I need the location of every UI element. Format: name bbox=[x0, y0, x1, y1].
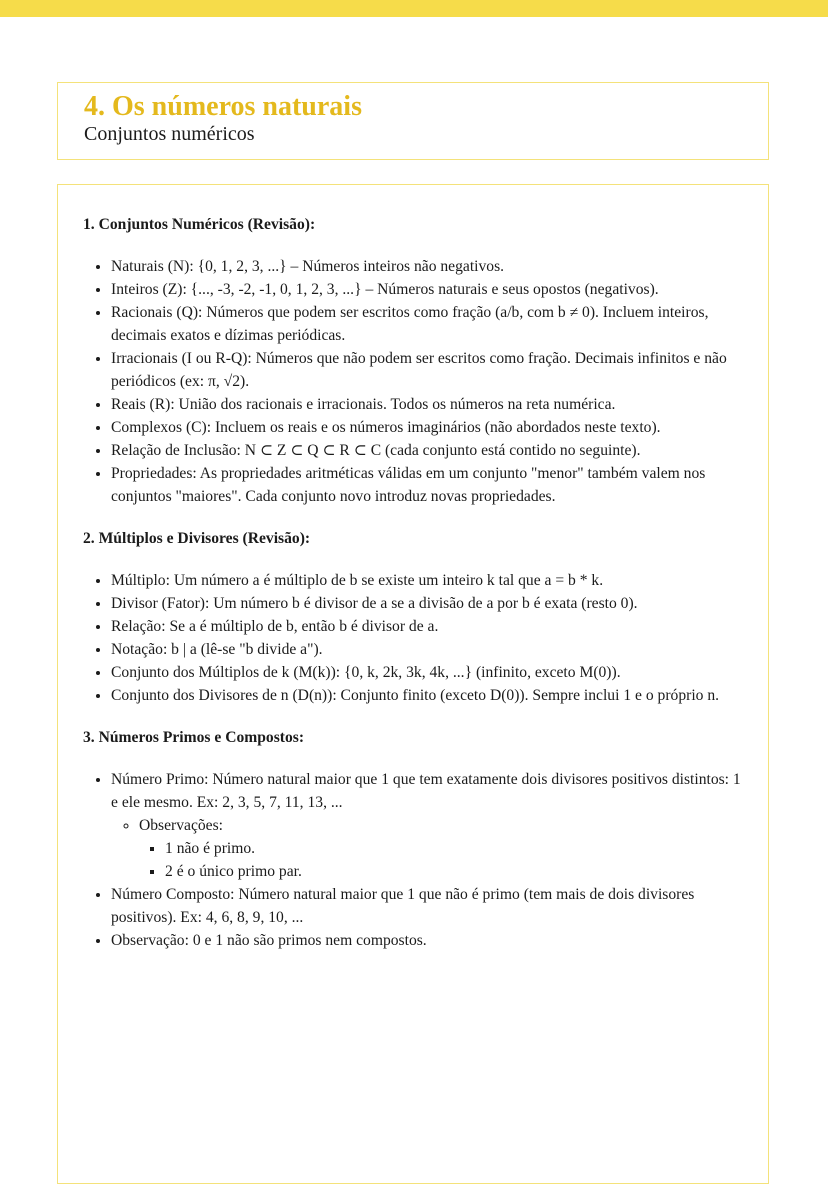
chapter-subtitle: Conjuntos numéricos bbox=[84, 123, 255, 145]
list-item-composto: • Número Composto: Número natural maior que 1 que não é primo (tem mais de dois divisores positivos). Ex: 4, 6, 8, 9, 10, ... bbox=[111, 883, 748, 929]
multiplos-list bbox=[83, 569, 748, 707]
observations-label: Observações: bbox=[139, 817, 223, 834]
list-item: • Propriedades: As propriedades aritméticas válidas em um conjunto "menor" também valem nos conjuntos "maiores". Cada conjunto novo introduz novas propriedades. bbox=[111, 462, 748, 508]
list-item: • Complexos (C): Incluem os reais e os números imaginários (não abordados neste texto). bbox=[111, 416, 748, 439]
section-heading-primos: 3. Números Primos e Compostos: bbox=[83, 729, 305, 746]
prime-definition: Número Primo: Número natural maior que 1 que tem exatamente dois divisores positivos distintos: 1 e ele mesmo. Ex: 2, 3, 5, 7, 11, 13, ... bbox=[111, 771, 741, 811]
list-item: • Notação: b | a (lê-se "b divide a"). bbox=[111, 638, 748, 661]
list-item: • Inteiros (Z): {..., -3, -2, -1, 0, 1, 2, 3, ...} – Números naturais e seus opostos (negativos). bbox=[111, 278, 748, 301]
list-item-observacoes bbox=[139, 814, 748, 883]
list-item: • Divisor (Fator): Um número b é divisor de a se a divisão de a por b é exata (resto 0). bbox=[111, 592, 748, 615]
list-item: • Reais (R): União dos racionais e irracionais. Todos os números na reta numérica. bbox=[111, 393, 748, 416]
list-item: • Múltiplo: Um número a é múltiplo de b se existe um inteiro k tal que a = b * k. bbox=[111, 569, 748, 592]
top-accent-bar bbox=[0, 0, 828, 17]
list-item: • Conjunto dos Divisores de n (D(n)): Conjunto finito (exceto D(0)). Sempre inclui 1 e o próprio n. bbox=[111, 684, 748, 707]
observations-sublist bbox=[139, 837, 748, 883]
list-item: • Conjunto dos Múltiplos de k (M(k)): {0, k, 2k, 3k, 4k, ...} (infinito, exceto M(0)). bbox=[111, 661, 748, 684]
list-item: • Naturais (N): {0, 1, 2, 3, ...} – Números inteiros não negativos. bbox=[111, 255, 748, 278]
list-item: • Irracionais (I ou R-Q): Números que não podem ser escritos como fração. Decimais infinitos e não periódicos (ex: π, √2). bbox=[111, 347, 748, 393]
list-item-primo bbox=[111, 768, 748, 883]
section-heading-multiplos: 2. Múltiplos e Divisores (Revisão): bbox=[83, 530, 311, 547]
list-item: • Racionais (Q): Números que podem ser escritos como fração (a/b, com b ≠ 0). Incluem inteiros, decimais exatos e dízimas periódicas. bbox=[111, 301, 748, 347]
chapter-title: 4. Os números naturais bbox=[84, 91, 362, 122]
conjuntos-list bbox=[83, 255, 748, 508]
content-panel bbox=[57, 184, 769, 1184]
list-item: ▪ 1 não é primo. bbox=[165, 837, 748, 860]
list-item: • Relação: Se a é múltiplo de b, então b é divisor de a. bbox=[111, 615, 748, 638]
list-item: • Relação de Inclusão: N ⊂ Z ⊂ Q ⊂ R ⊂ C (cada conjunto está contido no seguinte). bbox=[111, 439, 748, 462]
list-item-observacao: • Observação: 0 e 1 não são primos nem compostos. bbox=[111, 929, 748, 952]
content-body bbox=[83, 213, 748, 971]
section-heading-conjuntos: 1. Conjuntos Numéricos (Revisão): bbox=[83, 216, 316, 233]
observations-list bbox=[111, 814, 748, 883]
chapter-header bbox=[57, 82, 769, 160]
list-item: ▪ 2 é o único primo par. bbox=[165, 860, 748, 883]
primos-list bbox=[83, 768, 748, 952]
